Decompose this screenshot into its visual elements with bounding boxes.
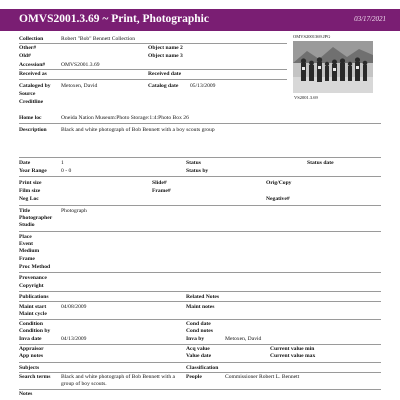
divider	[19, 344, 381, 345]
inva-by-value: Metoxen, David	[225, 336, 262, 342]
home-loc-value: Oneida Nation Museum:Photo Storage:1:4:Photo Box 26	[61, 115, 189, 121]
related-notes-label: Related Notes	[186, 294, 220, 300]
acq-value-label: Acq value	[186, 346, 210, 352]
film-size-label: Film size	[19, 188, 41, 194]
subjects-label: Subjects	[19, 365, 40, 371]
cataloged-by-value: Metoxen, David	[61, 83, 98, 89]
divider	[19, 176, 381, 177]
inva-date-label: Inva date	[19, 336, 42, 342]
catalog-date-value: 05/13/2009	[190, 83, 216, 89]
divider	[19, 389, 381, 390]
divider	[19, 123, 381, 124]
cond-date-label: Cond date	[186, 321, 211, 327]
maint-start-label: Maint start	[19, 304, 47, 310]
search-terms-value: Black and white photograph of Bob Bennett with a group of boy scouts.	[61, 374, 176, 387]
photo-image	[293, 41, 373, 93]
event-label: Event	[19, 241, 33, 247]
divider	[19, 231, 381, 232]
collection-label: Collection	[19, 36, 44, 42]
date-value: 1	[61, 160, 64, 166]
title-label: Title	[19, 208, 31, 214]
object-photo[interactable]	[293, 41, 373, 93]
divider	[19, 157, 381, 158]
old-number-label: Old#	[19, 53, 31, 59]
source-label: Source	[19, 91, 36, 97]
object-name-2-label: Object name 2	[148, 45, 183, 51]
year-range-value: 0 - 0	[61, 168, 72, 174]
status-date-label: Status date	[307, 160, 334, 166]
frame-label: Frame	[19, 256, 35, 262]
current-value-min-label: Current value min	[270, 346, 315, 352]
accession-label: Accession#	[19, 62, 46, 68]
collection-value: Robert "Bob" Bennett Collection	[61, 36, 136, 42]
received-date-label: Received date	[148, 71, 182, 77]
description-value: Black and white photograph of Bob Bennett with a boy scouts group	[61, 127, 215, 133]
people-label: People	[186, 374, 202, 380]
received-as-label: Received as	[19, 71, 47, 77]
provenance-label: Provenance	[19, 275, 47, 281]
object-name-3-label: Object name 3	[148, 53, 183, 59]
photographer-label: Photographer	[19, 215, 53, 221]
appraisor-label: Appraisor	[19, 346, 44, 352]
divider	[19, 362, 381, 363]
catalog-date-label: Catalog date	[148, 83, 179, 89]
divider	[19, 79, 287, 80]
medium-label: Medium	[19, 248, 40, 254]
date-label: Date	[19, 160, 31, 166]
cataloged-by-label: Cataloged by	[19, 83, 51, 89]
record-title-bar	[0, 9, 400, 31]
maint-start-value: 04/08/2009	[61, 304, 87, 310]
divider	[19, 291, 381, 292]
description-label: Description	[19, 127, 47, 133]
record-title: OMVS2001.3.69 ~ Print, Photographic	[19, 13, 209, 25]
status-by-label: Status by	[186, 168, 209, 174]
divider	[19, 69, 287, 70]
home-loc-label: Home loc	[19, 115, 42, 121]
people-value: Commissioner Robert L. Bennett	[225, 374, 300, 380]
creditline-label: Creditline	[19, 99, 44, 105]
current-value-max-label: Current value max	[270, 353, 316, 359]
copyright-label: Copyright	[19, 283, 44, 289]
neg-loc-label: Neg Loc	[19, 196, 39, 202]
studio-label: Studio	[19, 222, 35, 228]
condition-by-label: Condition by	[19, 328, 51, 334]
title-value: Photograph	[61, 208, 87, 214]
value-date-label: Value date	[186, 353, 212, 359]
divider	[19, 301, 381, 302]
status-label: Status	[186, 160, 201, 166]
other-number-label: Other#	[19, 45, 37, 51]
inva-date-value: 04/13/2009	[61, 336, 87, 342]
app-notes-label: App notes	[19, 353, 44, 359]
orig-copy-label: Orig/Copy	[266, 180, 292, 186]
place-label: Place	[19, 234, 32, 240]
cond-notes-label: Cond notes	[186, 328, 213, 334]
maint-notes-label: Maint notes	[186, 304, 215, 310]
frame-number-label: Frame#	[152, 188, 171, 194]
divider	[19, 372, 381, 373]
condition-label: Condition	[19, 321, 43, 327]
maint-cycle-label: Maint cycle	[19, 311, 47, 317]
notes-label: Notes	[19, 391, 33, 397]
print-size-label: Print size	[19, 180, 42, 186]
classification-label: Classification	[186, 365, 219, 371]
slide-number-label: Slide#	[152, 180, 167, 186]
divider	[19, 319, 381, 320]
negative-number-label: Negative#	[266, 196, 290, 202]
year-range-label: Year Range	[19, 168, 47, 174]
proc-method-label: Proc Method	[19, 264, 51, 270]
print-date: 03/17/2021	[354, 15, 386, 23]
divider	[19, 272, 381, 273]
inva-by-label: Inva by	[186, 336, 205, 342]
image-filename: OMVS2001369.JPG	[293, 34, 331, 39]
image-caption: VS2001.3.69	[294, 95, 318, 100]
search-terms-label: Search terms	[19, 374, 51, 380]
publications-label: Publications	[19, 294, 49, 300]
accession-value: OMVS2001.3.69	[61, 62, 100, 68]
divider	[19, 205, 381, 206]
divider	[19, 43, 287, 44]
